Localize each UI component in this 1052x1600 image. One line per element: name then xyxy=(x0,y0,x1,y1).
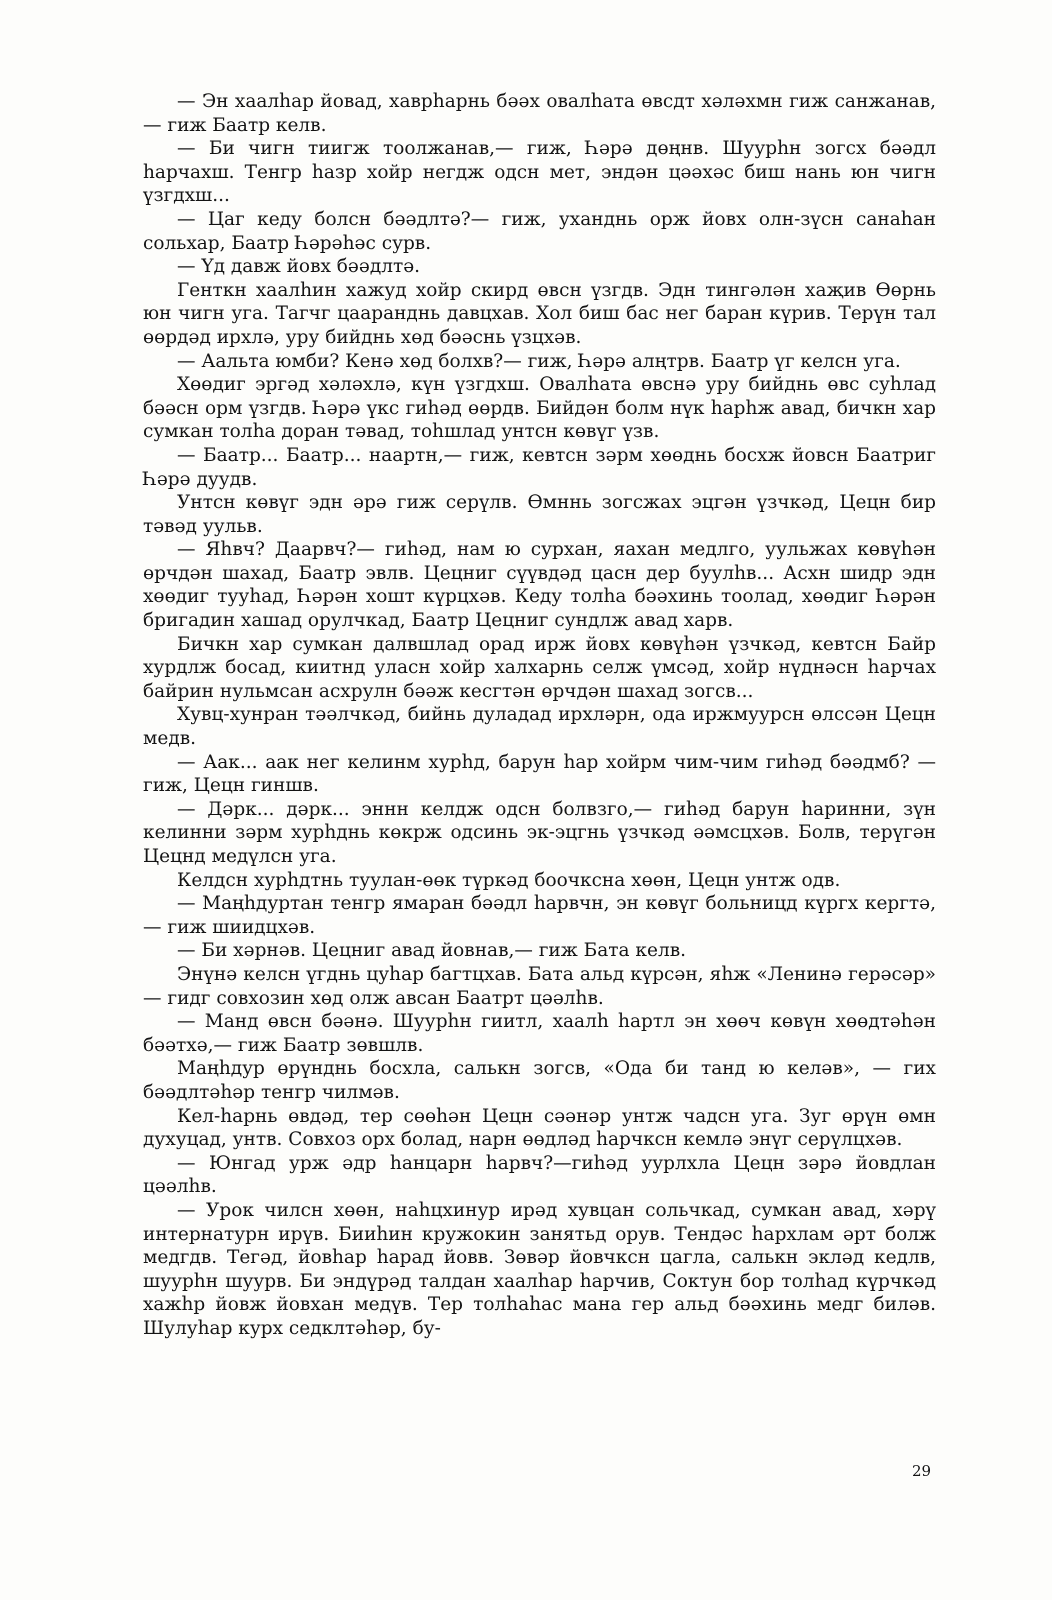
paragraph: Бичкн хар сумкан далвшлад орад ирж йовх көвүһән үзчкәд, кевтсн Байр хурдлж босад, киитнд уласн хойр халхарнь селж үмсәд, хойр нүднәсн һарчах байрин нульмсан асхрулн бәәж кесгтән өрчдән шахад зогсв... xyxy=(143,633,936,702)
paragraph: — Манд өвсн бәәнә. Шуурһн гиитл, хаалһ һартл эн хөөч көвүн хөөдтәһән бәәтхә,— гиж Баатр зөвшлв. xyxy=(143,1011,936,1056)
paragraph: — Үд давж йовх бәәдлтә. xyxy=(177,256,421,278)
paragraph: — Яһвч? Даарвч?— гиһәд, нам ю сурхан, яахан медлго, уульжах көвүһән өрчдән шахад, Баатр эвлв. Цецниг сүүвдәд цасн дер буулһв... Асхн шидр эдн хөөдиг тууһад, Һәрән хошт күрцхәв. Кеду толһа бәәхинь тоолад, хөөдиг Һәрән бригадин хашад орулчкад, Баатр Цецниг сундлж авад харв. xyxy=(143,539,936,632)
paragraph: — Юнгад урж әдр һанцарн һарвч?—гиһәд уурлхла Цецн зәрә йовдлан цәәлһв. xyxy=(143,1152,936,1198)
paragraph: Маңһдур өрүнднь босхла, салькн зогсв, «Ода би танд ю келәв», — гих бәәдлтәһәр тенгр чилмәв. xyxy=(143,1058,936,1103)
page-text-block xyxy=(143,90,936,1340)
paragraph: — Би чигн тиигж тоолжанав,— гиж, Һәрә дөңнв. Шуурһн зогсх бәәдл һарчахш. Тенгр һазр хойр негдж одсн мет, эндән цәәхәс биш нань юн чигн үзгдхш... xyxy=(143,138,936,207)
paragraph: — Урок чилсн хөөн, наһцхинур ирәд хувцан сольчкад, сумкан авад, хәрү интернатурн ирүв. Бииһин кружокин занятьд орув. Тендәс һархлам әрт болж медгдв. Тегәд, йовһар һарад йовв. Зөвәр йовчксн цагла, салькн экләд кедлв, шуурһн шуурв. Би эндүрәд талдан хаалһар һарчив, Соктун бор толһад күрчкәд хажһр йовж йовхан медүв. Тер толһаһас мана гер альд бәәхинь медг биләв. Шулуһар курх седклтәһәр, бу- xyxy=(143,1199,936,1339)
paragraph: — Аальта юмби? Кенә хөд болхв?— гиж, Һәрә алңтрв. Баатр үг келсн уга. xyxy=(177,350,901,372)
page-number: 29 xyxy=(912,1462,932,1480)
paragraph: Келдсн хурһдтнь туулан-өөк түркәд боочксна хөөн, Цецн унтж одв. xyxy=(177,869,841,891)
paragraph: Генткн хаалһин хажуд хойр скирд өвсн үзгдв. Эдн тингәлән хаҗив Өөрнь юн чигн уга. Тагчг цааранднь давцхав. Хол биш бас нег баран күрив. Терүн тал өөрдәд ирхлә, уру бийднь хөд бәәснь үзцхәв. xyxy=(143,279,936,348)
paragraph: Унтсн көвүг эдн әрә гиж серүлв. Өмннь зогсжах эцгән үзчкәд, Цецн бир тәвәд уульв. xyxy=(143,492,936,537)
paragraph: — Маңһдуртан тенгр ямаран бәәдл һарвчн, эн көвүг больницд күргх кергтә,— гиж шиидцхәв. xyxy=(143,893,936,938)
paragraph: Кел-һарнь өвдәд, тер сөөһән Цецн сәәнәр унтж чадсн уга. Зуг өрүн өмн духуцад, унтв. Совхоз орх болад, нарн өөдләд һарчксн кемлә энүг серүлцхәв. xyxy=(143,1105,936,1151)
paragraph: Энүнә келсн үгднь цуһар багтцхав. Бата альд күрсән, яһж «Ленинә герәсәр» — гидг совхозин хөд олж авсан Баатрт цәәлһв. xyxy=(143,963,936,1009)
paragraph: Хөөдиг эргәд хәләхлә, күн үзгдхш. Овалһата өвснә уру бийднь өвс суһлад бәәсн орм үзгдв. Һәрә үкс гиһәд өөрдв. Бийдән болм нүк һарһж авад, бичкн хар сумкан толһа доран тәвад, тоһшлад унтсн көвүг үзв. xyxy=(143,374,936,443)
paragraph: — Цаг кеду болсн бәәдлтә?— гиж, уханднь орж йовх олн-зүсн санаһан сольхар, Баатр Һәрәһәс сурв. xyxy=(143,208,936,254)
paragraph: — Баатр... Баатр... наартн,— гиж, кевтсн зәрм хөөднь босхж йовсн Баатриг Һәрә дуудв. xyxy=(143,444,936,490)
paragraph: — Би хәрнәв. Цецниг авад йовнав,— гиж Бата келв. xyxy=(177,940,686,962)
paragraph: Хувц-хунран тәәлчкәд, бийнь дуладад ирхләрн, ода иржмуурсн өлссән Цецн медв. xyxy=(143,704,936,750)
paragraph: — Аак... аак нег келинм хурһд, барун һар хойрм чим-чим гиһәд бәәдмб? — гиж, Цецн гиншв. xyxy=(143,751,936,797)
paragraph: — Эн хаалһар йовад, хаврһарнь бәәх овалһата өвсдт хәләхмн гиж санжанав,— гиж Баатр келв. xyxy=(143,91,936,136)
paragraph: — Дәрк... дәрк... эннн келдж одсн болвзго,— гиһәд барун һаринни, зүн келинни зәрм хурһднь көкрж одсинь эк-эцгнь үзчкәд әәмсцхәв. Болв, терүгән Цецнд медүлсн уга. xyxy=(143,798,936,867)
